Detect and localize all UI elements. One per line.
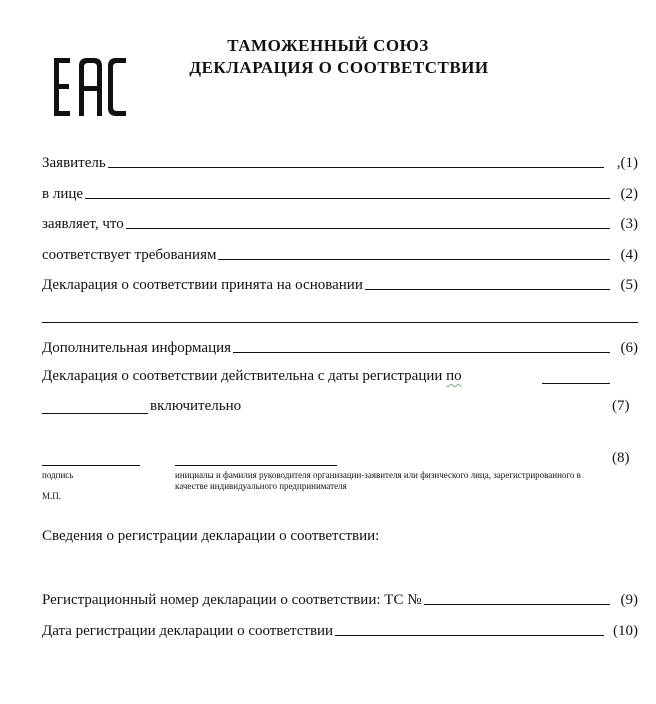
registration-heading: Сведения о регистрации декларации о соответствии:: [42, 528, 380, 544]
field-number: (9): [620, 592, 638, 608]
field-label: заявляет, что: [42, 216, 124, 232]
applicant-input-line[interactable]: [108, 151, 604, 168]
field-additional-info: [42, 335, 638, 357]
title-line-2: ДЕКЛАРАЦИЯ О СООТВЕТСТВИИ: [189, 58, 489, 77]
validity-suffix: включительно: [150, 398, 242, 414]
field-registration-number: [42, 587, 638, 609]
field-label: соответствует требованиям: [42, 247, 217, 263]
field-represented-by: [42, 181, 638, 203]
signature-caption: подпись: [42, 470, 74, 480]
field-label: Дата регистрации декларации о соответствии: [42, 623, 334, 639]
field-number: (6): [620, 340, 638, 356]
validity-end-line[interactable]: [42, 413, 148, 414]
field-number: (2): [620, 186, 638, 202]
basis-continuation-line[interactable]: [42, 322, 638, 323]
validity-text: [42, 368, 462, 385]
field-number: (3): [620, 216, 638, 232]
registration-date-input-line[interactable]: [335, 619, 604, 636]
field-number-8: (8): [612, 450, 630, 466]
validity-word-po: по: [446, 368, 462, 384]
field-number: ,(1): [616, 155, 638, 171]
additional-info-input-line[interactable]: [233, 336, 610, 353]
field-label: Регистрационный номер декларации о соответствии: ТС №: [42, 592, 422, 608]
field-label: в лице: [42, 186, 84, 202]
declares-input-line[interactable]: [126, 212, 610, 229]
eac-logo-icon: [54, 58, 126, 116]
field-number: (4): [620, 247, 638, 263]
field-number-7: (7): [612, 398, 630, 414]
title-line-1: ТАМОЖЕННЫЙ СОЮЗ: [227, 36, 429, 55]
basis-input-line[interactable]: [365, 273, 610, 290]
field-number: (5): [620, 277, 638, 293]
stamp-label: М.П.: [42, 491, 62, 501]
field-applicant: [42, 150, 638, 172]
requirements-input-line[interactable]: [218, 243, 610, 260]
validity-prefix: Декларация о соответствии действительна с даты регистрации: [42, 368, 447, 384]
validity-start-line[interactable]: [542, 383, 610, 384]
represented-by-input-line[interactable]: [85, 182, 610, 199]
field-declares: [42, 211, 638, 233]
field-basis: [42, 272, 638, 294]
field-label: Декларация о соответствии принята на основании: [42, 277, 363, 293]
signature-line[interactable]: [42, 465, 140, 466]
field-registration-date: [42, 618, 638, 640]
name-caption: инициалы и фамилия руководителя организации-заявителя или физического лица, зарегистрированного в качестве индивидуального предпринимателя: [175, 470, 581, 491]
name-line[interactable]: [175, 465, 337, 466]
field-label: Заявитель: [42, 155, 106, 171]
registration-number-input-line[interactable]: [424, 588, 610, 605]
field-label: Дополнительная информация: [42, 340, 232, 356]
field-requirements: [42, 242, 638, 264]
field-number: (10): [613, 623, 638, 639]
